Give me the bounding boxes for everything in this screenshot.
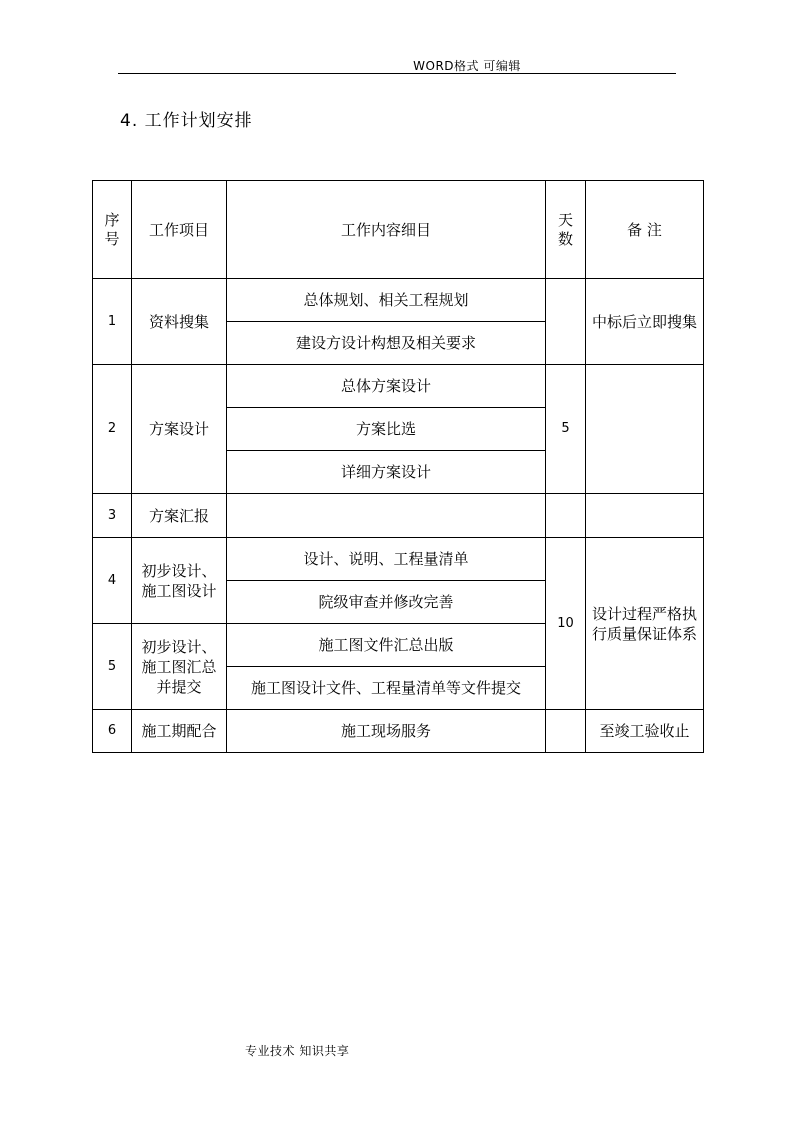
content-cell: 详细方案设计 (227, 451, 546, 494)
seq-cell: 5 (93, 624, 132, 710)
seq-cell: 2 (93, 365, 132, 494)
content-cell: 施工图设计文件、工程量清单等文件提交 (227, 667, 546, 710)
page-footer-text: 专业技术 知识共享 (245, 1044, 350, 1058)
days-cell (546, 710, 586, 753)
remark-cell (586, 365, 704, 494)
content-cell: 总体方案设计 (227, 365, 546, 408)
item-cell: 资料搜集 (132, 279, 227, 365)
section-title: 4. 工作计划安排 (120, 111, 253, 131)
days-cell: 10 (546, 538, 586, 710)
content-cell: 总体规划、相关工程规划 (227, 279, 546, 322)
item-cell: 方案汇报 (132, 494, 227, 538)
header-seq: 序号 (93, 181, 132, 279)
content-cell: 院级审查并修改完善 (227, 581, 546, 624)
content-cell: 建设方设计构想及相关要求 (227, 322, 546, 365)
table-row (93, 494, 704, 538)
remark-cell (586, 494, 704, 538)
content-cell (227, 494, 546, 538)
work-plan-table (92, 180, 704, 753)
item-cell: 初步设计、施工图设计 (132, 538, 227, 624)
content-cell: 施工现场服务 (227, 710, 546, 753)
table-row (93, 279, 704, 322)
table-row (93, 365, 704, 408)
remark-cell: 至竣工验收止 (586, 710, 704, 753)
seq-cell: 6 (93, 710, 132, 753)
seq-cell: 4 (93, 538, 132, 624)
header-days: 天数 (546, 181, 586, 279)
header-content: 工作内容细目 (227, 181, 546, 279)
remark-cell: 设计过程严格执行质量保证体系 (586, 538, 704, 710)
days-cell: 5 (546, 365, 586, 494)
item-cell: 初步设计、施工图汇总并提交 (132, 624, 227, 710)
table-header-row (93, 181, 704, 279)
header-item: 工作项目 (132, 181, 227, 279)
seq-cell: 1 (93, 279, 132, 365)
days-cell (546, 494, 586, 538)
content-cell: 施工图文件汇总出版 (227, 624, 546, 667)
content-cell: 方案比选 (227, 408, 546, 451)
content-cell: 设计、说明、工程量清单 (227, 538, 546, 581)
table-row (93, 710, 704, 753)
remark-cell: 中标后立即搜集 (586, 279, 704, 365)
table-row (93, 538, 704, 581)
header-rule (118, 73, 676, 74)
header-remark: 备 注 (586, 181, 704, 279)
days-cell (546, 279, 586, 365)
page-header-text: WORD格式 可编辑 (413, 59, 521, 73)
seq-cell: 3 (93, 494, 132, 538)
item-cell: 施工期配合 (132, 710, 227, 753)
item-cell: 方案设计 (132, 365, 227, 494)
